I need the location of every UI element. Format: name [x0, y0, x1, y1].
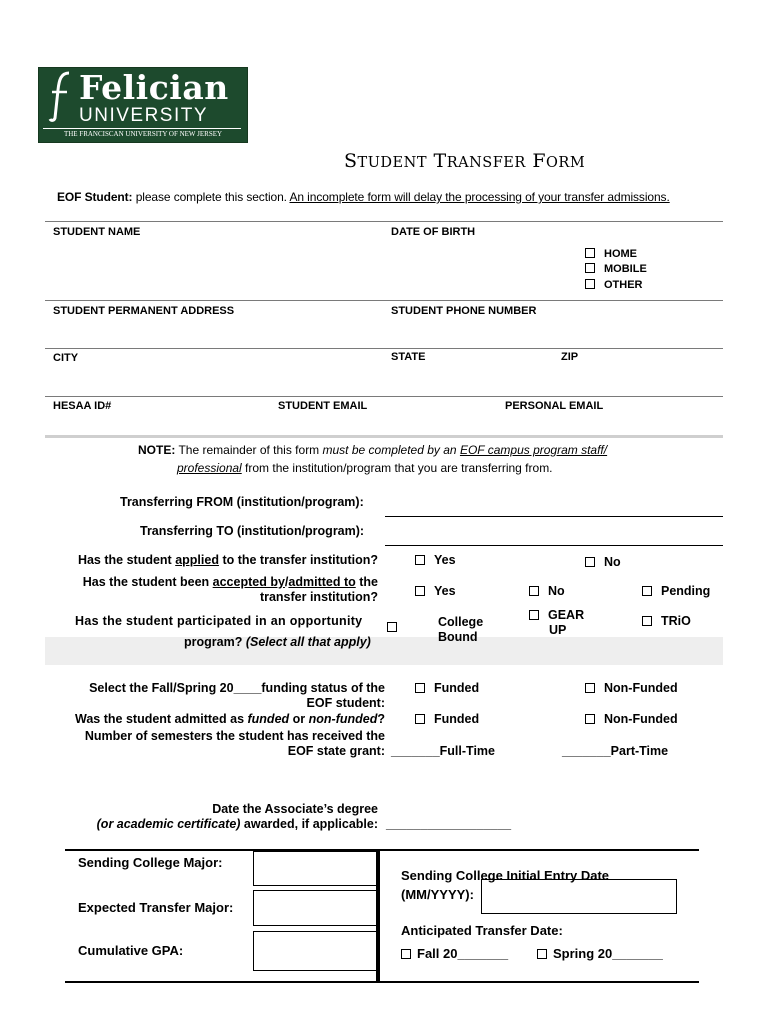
- date-of-birth-label: DATE OF BIRTH: [391, 226, 476, 238]
- checkbox-icon[interactable]: [585, 263, 595, 273]
- checkbox-icon[interactable]: [387, 622, 397, 632]
- gpa-field[interactable]: [253, 931, 378, 971]
- checkbox-icon[interactable]: [585, 714, 595, 724]
- fulltime-field[interactable]: _______Full-Time: [391, 744, 495, 758]
- zip-label: ZIP: [561, 351, 579, 363]
- funding-question: Select the Fall/Spring 20____funding status of the EOF student:: [89, 681, 385, 710]
- student-name-label: STUDENT NAME: [53, 226, 141, 238]
- trio-option[interactable]: TRiO: [642, 614, 691, 628]
- personal-email-label: PERSONAL EMAIL: [505, 400, 604, 412]
- college-bound-option[interactable]: College Bound: [438, 615, 484, 644]
- degree-question: Date the Associate’s degree (or academic certificate) awarded, if applicable:: [96, 802, 378, 831]
- parttime-field[interactable]: _______Part-Time: [562, 744, 669, 758]
- staff-note: NOTE: The remainder of this form must be completed by an EOF campus program staff/ professional from the institution/program that you are transferring from.: [138, 443, 608, 475]
- transfer-to-label: Transferring TO (institution/program):: [140, 524, 365, 538]
- spring-option[interactable]: Spring 20_______: [537, 946, 663, 961]
- divider: [45, 221, 723, 222]
- gear-up-option[interactable]: GEAR UP: [529, 608, 584, 638]
- state-label: STATE: [391, 351, 426, 363]
- logo-name: Felician: [79, 68, 229, 107]
- student-email-label: STUDENT EMAIL: [278, 400, 368, 412]
- entry-date-label: Sending College Initial Entry Date (MM/YYYY):: [401, 868, 610, 902]
- checkbox-icon[interactable]: [529, 610, 539, 620]
- applied-no-option[interactable]: No: [585, 555, 621, 569]
- checkbox-icon[interactable]: [642, 616, 652, 626]
- gpa-label: Cumulative GPA:: [78, 943, 184, 958]
- bottom-section-bottom-rule: [65, 981, 699, 983]
- anticipated-date-label: Anticipated Transfer Date:: [401, 923, 563, 938]
- checkbox-icon[interactable]: [529, 586, 539, 596]
- opportunity-question-line2: program? (Select all that apply): [184, 635, 371, 649]
- expected-major-label: Expected Transfer Major:: [78, 900, 234, 915]
- shaded-band: [45, 637, 723, 665]
- page-title: STUDENT TRANSFER FORM: [344, 150, 586, 172]
- accepted-yes-option[interactable]: Yes: [415, 584, 456, 598]
- accepted-pending-option[interactable]: Pending: [642, 584, 710, 598]
- transfer-from-field[interactable]: [385, 516, 723, 517]
- applied-yes-option[interactable]: Yes: [415, 553, 456, 567]
- admitted-funded-option[interactable]: Funded: [415, 712, 479, 726]
- sending-major-label: Sending College Major:: [78, 855, 223, 870]
- semesters-question: Number of semesters the student has received the EOF state grant:: [84, 729, 385, 758]
- university-logo: [38, 67, 248, 143]
- phone-type-other[interactable]: OTHER: [585, 279, 643, 291]
- phone-type-mobile[interactable]: MOBILE: [585, 263, 647, 275]
- section-divider: [45, 435, 723, 438]
- logo-divider: [43, 128, 241, 129]
- logo-tagline: THE FRANCISCAN UNIVERSITY OF NEW JERSEY: [63, 130, 223, 138]
- transfer-to-field[interactable]: [385, 545, 723, 546]
- logo-f-mark-icon: [47, 70, 75, 122]
- accepted-no-option[interactable]: No: [529, 584, 565, 598]
- degree-date-field[interactable]: __________________: [386, 817, 512, 831]
- divider: [45, 300, 723, 301]
- hesaa-id-label: HESAA ID#: [53, 400, 112, 412]
- divider: [45, 348, 723, 349]
- checkbox-icon[interactable]: [585, 248, 595, 258]
- checkbox-icon[interactable]: [585, 279, 595, 289]
- accepted-question: Has the student been accepted by/admitted to the transfer institution?: [82, 575, 378, 604]
- applied-question: Has the student applied to the transfer institution?: [77, 553, 378, 567]
- bottom-section-top-rule: [65, 849, 699, 851]
- funding-funded-option[interactable]: Funded: [415, 681, 479, 695]
- permanent-address-label: STUDENT PERMANENT ADDRESS: [53, 305, 235, 317]
- admitted-question: Was the student admitted as funded or non-funded?: [75, 712, 385, 726]
- checkbox-icon[interactable]: [415, 555, 425, 565]
- fall-option[interactable]: Fall 20_______: [401, 946, 508, 961]
- checkbox-icon[interactable]: [401, 949, 411, 959]
- checkbox-icon[interactable]: [642, 586, 652, 596]
- sending-major-field[interactable]: [253, 851, 378, 886]
- checkbox-icon[interactable]: [415, 586, 425, 596]
- checkbox-icon[interactable]: [415, 683, 425, 693]
- divider: [45, 396, 723, 397]
- opportunity-question: Has the student participated in an opportunity: [75, 614, 363, 628]
- phone-type-home[interactable]: HOME: [585, 248, 637, 260]
- transfer-from-label: Transferring FROM (institution/program):: [120, 495, 364, 509]
- checkbox-icon[interactable]: [415, 714, 425, 724]
- expected-major-field[interactable]: [253, 890, 378, 926]
- checkbox-icon[interactable]: [585, 683, 595, 693]
- phone-number-label: STUDENT PHONE NUMBER: [391, 305, 537, 317]
- city-label: CITY: [53, 352, 79, 364]
- checkbox-icon[interactable]: [585, 557, 595, 567]
- eof-instruction: EOF Student: please complete this section. An incomplete form will delay the processing of your transfer admissions.: [57, 190, 670, 204]
- checkbox-icon[interactable]: [537, 949, 547, 959]
- entry-date-field[interactable]: [481, 879, 677, 914]
- admitted-nonfunded-option[interactable]: Non-Funded: [585, 712, 678, 726]
- logo-university: UNIVERSITY: [79, 105, 209, 126]
- funding-nonfunded-option[interactable]: Non-Funded: [585, 681, 678, 695]
